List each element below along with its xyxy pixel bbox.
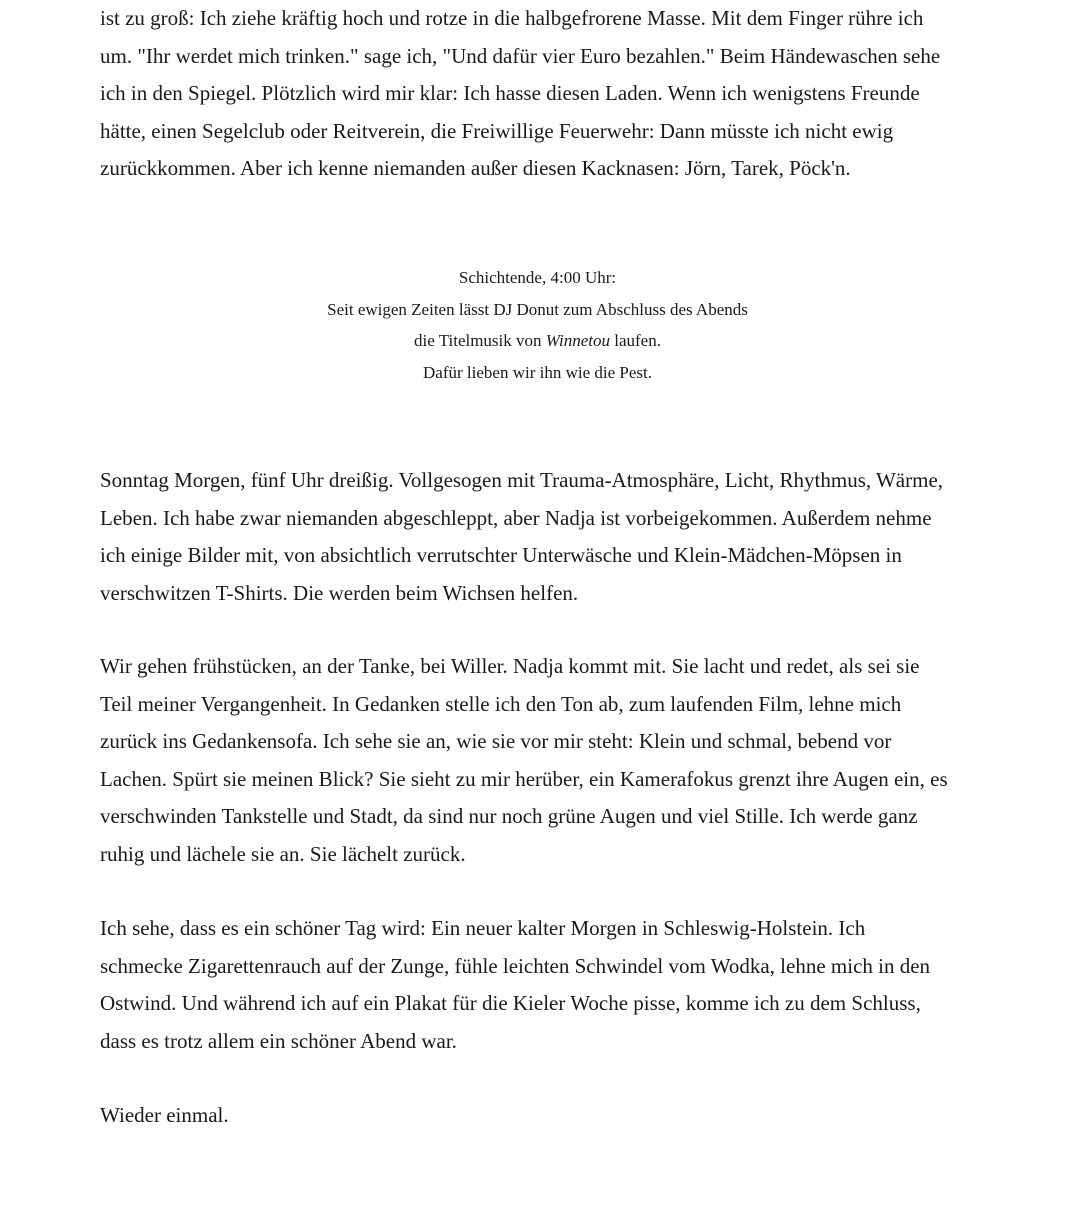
paragraph-4 bbox=[100, 910, 1000, 1060]
interlude-line-3 bbox=[0, 325, 1070, 357]
paragraph-4-line: Ich sehe, dass es ein schöner Tag wird: Ein neuer kalter Morgen in Schleswig-Holstein. Ich bbox=[100, 916, 866, 940]
paragraph-3 bbox=[100, 648, 1000, 873]
paragraph-1-line: ich in den Spiegel. Plötzlich wird mir klar: Ich hasse diesen Laden. Wenn ich wenigstens Freunde bbox=[100, 81, 920, 105]
paragraph-3-line: Wir gehen frühstücken, an der Tanke, bei Willer. Nadja kommt mit. Sie lacht und redet, als sei sie bbox=[100, 654, 920, 678]
interlude-title-winnetou: Winnetou bbox=[545, 331, 610, 350]
paragraph-2-line: verschwitzen T-Shirts. Die werden beim Wichsen helfen. bbox=[100, 580, 579, 605]
interlude-line-4: Dafür lieben wir ihn wie die Pest. bbox=[423, 362, 652, 382]
interlude-line-1: Schichtende, 4:00 Uhr: bbox=[458, 268, 617, 287]
paragraph-4-line: Ostwind. Und während ich auf ein Plakat für die Kieler Woche pisse, komme ich zu dem Schluss, bbox=[100, 991, 921, 1015]
paragraph-3-line: Lachen. Spürt sie meinen Blick? Sie sieht zu mir herüber, ein Kamerafokus grenzt ihre Augen ein, es bbox=[100, 766, 948, 791]
interlude-line-2: Seit ewigen Zeiten lässt DJ Donut zum Abschluss des Abends bbox=[327, 299, 748, 319]
paragraph-1-line: hätte, einen Segelclub oder Reitverein, die Freiwillige Feuerwehr: Dann müsste ich nicht ewig bbox=[100, 118, 894, 143]
paragraph-4-line: schmecke Zigarettenrauch auf der Zunge, fühle leichten Schwindel vom Wodka, lehne mich in den bbox=[100, 953, 931, 978]
paragraph-5 bbox=[100, 1097, 1000, 1135]
paragraph-2-line: Sonntag Morgen, fünf Uhr dreißig. Vollgesogen mit Trauma-Atmosphäre, Licht, Rhythmus, Wärme, bbox=[100, 468, 944, 492]
interlude-verse bbox=[0, 262, 1070, 388]
paragraph-1-line: ist zu groß: Ich ziehe kräftig hoch und rotze in die halbgefrorene Masse. Mit dem Finger rühre ich bbox=[100, 6, 924, 30]
paragraph-3-line: verschwinden Tankstelle und Stadt, da sind nur noch grüne Augen und viel Stille. Ich werde ganz bbox=[100, 804, 918, 828]
paragraph-1-line: um. "Ihr werdet mich trinken." sage ich, "Und dafür vier Euro bezahlen." Beim Händewaschen sehe bbox=[100, 43, 941, 68]
paragraph-1 bbox=[100, 0, 1000, 188]
paragraph-2 bbox=[100, 462, 1000, 612]
paragraph-1-line: zurückkommen. Aber ich kenne niemanden außer diesen Kacknasen: Jörn, Tarek, Pöck'n. bbox=[100, 156, 851, 180]
paragraph-4-line: dass es trotz allem ein schöner Abend war. bbox=[100, 1028, 457, 1053]
paragraph-2-line: Leben. Ich habe zwar niemanden abgeschleppt, aber Nadja ist vorbeigekommen. Außerdem nehme bbox=[100, 505, 932, 530]
paragraph-3-line: ruhig und lächele sie an. Sie lächelt zurück. bbox=[100, 841, 466, 866]
interlude-line-3-start: die Titelmusik von bbox=[414, 331, 546, 350]
paragraph-5-line: Wieder einmal. bbox=[100, 1103, 229, 1127]
interlude-line-3-end: laufen. bbox=[610, 331, 661, 350]
paragraph-2-line: ich einige Bilder mit, von absichtlich verrutschter Unterwäsche und Klein-Mädchen-Möpsen in bbox=[100, 543, 902, 567]
paragraph-3-line: zurück ins Gedankensofa. Ich sehe sie an, wie sie vor mir steht: Klein und schmal, bebend vor bbox=[100, 729, 892, 753]
paragraph-3-line: Teil meiner Vergangenheit. In Gedanken stelle ich den Ton ab, zum laufenden Film, lehne mich bbox=[100, 691, 902, 716]
